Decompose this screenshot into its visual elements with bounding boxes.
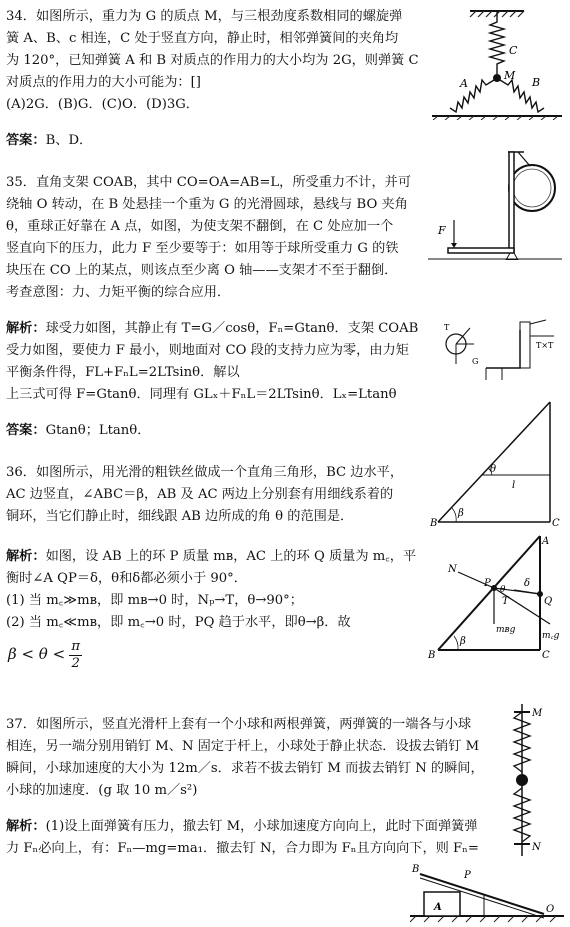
svg-text:T: T	[444, 323, 450, 332]
block-a-label: A	[434, 902, 442, 913]
spring-b-label: B	[532, 76, 541, 89]
fig2-q-label: Q	[544, 596, 553, 607]
q34-line-3: 为 120°，已知弹簧 A 和 B 对质点的作用力的大小均为 2G，则弹簧 C	[6, 53, 419, 68]
board-b-label: B	[412, 864, 420, 875]
q37-analysis-line-1: 解析：(1)设上面弹簧有压力，撤去钉 M，小球加速度方向向上，此时下面弹簧弹	[6, 819, 478, 834]
q37-analysis-label: 解析：	[6, 819, 46, 834]
point-m-label: M	[504, 69, 516, 82]
q35-line-5: 块压在 CO 上的某点，则该点至少离 O 轴——支架才不至于翻倒．	[6, 263, 398, 278]
q35-line-3: θ，重球正好靠在 A 点，如图，为使支架不翻倒，在 C 处应加一个	[6, 219, 394, 234]
q35-line-1: 35．直角支架 COAB，其中 CO=OA=AB=L，所受重力不计，并可	[6, 175, 412, 190]
q34-line-1: 34．如图所示，重力为 G 的质点 M，与三根劲度系数相同的螺旋弹	[6, 9, 403, 24]
q36-analysis-line-2: 衡时∠A QP＝δ，θ和δ都必须小于 90°．	[6, 571, 247, 586]
q37-line-4: 小球的加速度．(g 取 10 m／s²)	[6, 783, 198, 798]
q34-line-2: 簧 A、B、c 相连，C 处于竖直方向，静止时，相邻弹簧间的夹角均	[6, 31, 399, 46]
fig2-c-label: C	[542, 650, 550, 661]
q36-force-figure	[418, 532, 566, 662]
q36-triangle-figure	[430, 400, 560, 528]
bottom-incline-figure	[410, 858, 566, 924]
q35-analysis-line-1: 解析：球受力如图，其静止有 T=G／cosθ，Fₙ=Gtanθ．支架 COAB	[6, 321, 419, 336]
spring-a-label: A	[460, 77, 468, 90]
svg-text:G: G	[472, 357, 479, 366]
fig2-beta-label: β	[460, 636, 466, 647]
q36-analysis-line-1: 解析：如图，设 AB 上的环 P 质量 mʙ，AC 上的环 Q 质量为 m꜀，平	[6, 549, 417, 564]
q36-analysis-line-4: (2) 当 m꜀≪mʙ，即 m꜀→0 时，PQ 趋于水平，即θ→β．故	[6, 615, 351, 630]
q36-result-inequality: β < θ < $\frac{\pi}{2}$	[8, 639, 81, 671]
point-p-label: P	[464, 870, 471, 881]
q37-line-2: 相连，另一端分别用销钉 M、N 固定于杆上，小球处于静止状态．设拔去销钉 M	[6, 739, 480, 754]
q36-line-3: 铜环，当它们静止时，细线跟 AB 边所成的角 θ 的范围是．	[6, 509, 354, 524]
vertex-c-label: C	[552, 518, 560, 528]
fig2-theta-label: θ	[500, 585, 506, 595]
pin-m-label: M	[532, 708, 543, 719]
beta-label: β	[458, 508, 464, 519]
q37-line-1: 37．如图所示，竖直光滑杆上套有一个小球和两根弹簧，两弹簧的一端各与小球	[6, 717, 472, 732]
q35-analysis-line-4: 上三式可得 F=Gtanθ．同理有 GLₓ＋FₙL＝2LTsinθ．Lₓ=Ltanθ	[6, 387, 397, 402]
q35-line-6: 考查意图：力、力矩平衡的综合应用．	[6, 285, 231, 300]
svg-text:F: F	[438, 224, 446, 237]
q34-spring-figure	[430, 8, 564, 120]
q34-options: (A)2G．(B)G．(C)O．(D)3G．	[6, 97, 199, 112]
l-label: l	[512, 480, 516, 491]
q35-line-4: 竖直向下的压力，此力 F 至少要等于：如用等于球所受重力 G 的铁	[6, 241, 399, 256]
q35-bracket-figure	[426, 148, 564, 260]
spring-c-label: C	[509, 44, 518, 57]
fig2-a-label: A	[542, 536, 550, 547]
q36-analysis-label: 解析：	[6, 549, 46, 564]
q37-spring-rod-figure	[504, 702, 554, 858]
fig2-p-label: P	[484, 578, 491, 589]
fig2-b-label: B	[428, 650, 436, 661]
fig2-delta-label: δ	[524, 578, 531, 589]
theta-label: θ	[490, 464, 497, 475]
q35-answer	[6, 420, 150, 441]
fig2-mcg-label: m꜀g	[542, 631, 560, 641]
q37-analysis-line-2: 力 Fₙ必向上，有：Fₙ—mg=ma₁．撤去钉 N，合力即为 Fₙ且方向向下，则 Fₙ=	[6, 841, 479, 856]
point-o-label: O	[546, 904, 555, 915]
q35-line-2: 绕轴 O 转动，在 B 处悬挂一个重为 G 的光滑圆球，悬线与 BO 夹角	[6, 197, 408, 212]
svg-text:T×T: T×T	[536, 341, 554, 350]
q35-force-diagram	[442, 316, 564, 384]
q35-answer-value: Gtanθ；Ltanθ．	[45, 423, 151, 438]
q34-answer-label: 答案：	[6, 133, 46, 148]
q36-analysis-line-3: (1) 当 m꜀≫mʙ，即 mʙ→0 时，Nₚ→T，θ→90°；	[6, 593, 303, 608]
q34-line-4: 对质点的作用力的大小可能为：[]	[6, 75, 201, 90]
q34-answer	[6, 130, 92, 151]
q36-line-1: 36．如图所示，用光滑的粗铁丝做成一个直角三角形，BC 边水平，	[6, 465, 404, 480]
q35-answer-label: 答案：	[6, 423, 46, 438]
fig2-t-label: T	[502, 596, 509, 607]
q35-analysis-line-2: 受力如图，要使力 F 最小，则地面对 CO 段的支持力应为零，由力矩	[6, 343, 409, 358]
vertex-b-label: B	[430, 518, 438, 528]
fig2-n-label: N	[448, 564, 457, 575]
fig2-mbg-label: mʙg	[496, 625, 516, 635]
q35-analysis-line-3: 平衡条件得，FL+FₙL=2LTsinθ．解以	[6, 365, 240, 380]
q36-line-2: AC 边竖直，∠ABC＝β，AB 及 AC 两边上分别套有用细线系着的	[6, 487, 394, 502]
q34-answer-value: B、D．	[45, 133, 93, 148]
pin-n-label: N	[532, 842, 541, 853]
q35-analysis-label: 解析：	[6, 321, 46, 336]
q37-line-3: 瞬间，小球加速度的大小为 12m／s．求若不拔去销钉 M 而拔去销钉 N 的瞬间，	[6, 761, 484, 776]
